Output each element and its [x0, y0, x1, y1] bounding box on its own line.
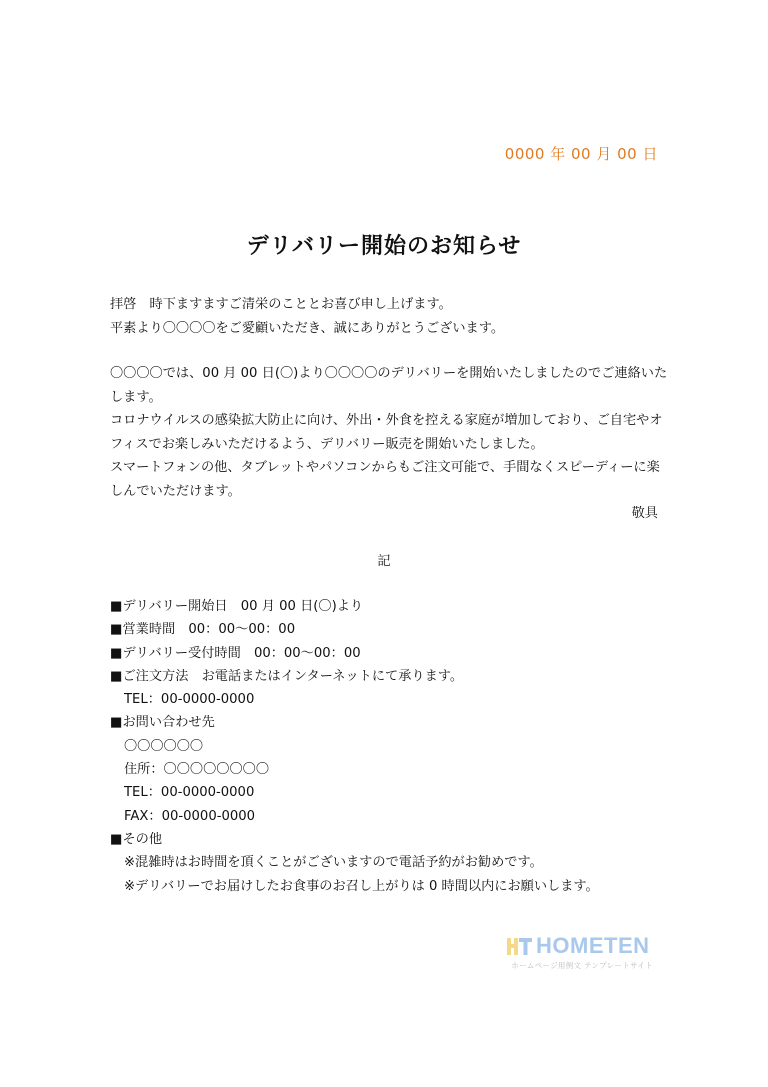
- detail-reception-hours: ■デリバリー受付時間 00：00〜00：00: [110, 645, 361, 661]
- greeting-section: [110, 293, 670, 340]
- logo-tagline: ホームページ用例文 テンプレートサイト: [511, 961, 653, 970]
- detail-other-note: ※混雑時はお時間を頂くことがございますので電話予約がお勧めです。: [124, 855, 543, 871]
- main-paragraph: スマートフォンの他、タブレットやパソコンからもご注文可能で、手間なくスピーディーに楽しんでいただけます。: [110, 460, 660, 499]
- main-paragraph: コロナウイルスの感染拡大防止に向け、外出・外食を控える家庭が増加しており、ご自宅やオフィスでお楽しみいただけるよう、デリバリー販売を開始いたしました。: [110, 413, 663, 452]
- greeting-line: 拝啓 時下ますますご清栄のこととお喜び申し上げます。: [110, 297, 452, 312]
- detail-contact-heading: ■お問い合わせ先: [110, 715, 215, 731]
- detail-order-tel: TEL：00-0000-0000: [124, 692, 255, 708]
- document-date: 0000 年 00 月 00 日: [504, 145, 658, 163]
- main-text-section: [110, 362, 670, 503]
- detail-order-method: ■ご注文方法 お電話またはインターネットにて承ります。: [110, 668, 464, 684]
- detail-other-heading: ■その他: [110, 831, 163, 847]
- hometen-logo-mark-icon: [507, 935, 533, 957]
- detail-start-date: ■デリバリー開始日 00 月 00 日(〇)より: [110, 599, 364, 614]
- details-section: [110, 595, 670, 898]
- detail-contact-name: 〇〇〇〇〇〇: [124, 738, 204, 754]
- hometen-logo: [507, 933, 657, 973]
- main-paragraph: 〇〇〇〇では、00 月 00 日(〇)より〇〇〇〇のデリバリーを開始いたしましたのでご連絡いたします。: [110, 366, 668, 405]
- detail-contact-fax: FAX：00-0000-0000: [124, 808, 256, 824]
- logo-wordmark: HOMETEN: [536, 933, 650, 958]
- closing-word: 敬具: [631, 506, 658, 521]
- detail-contact-address: 住所：〇〇〇〇〇〇〇〇: [124, 762, 270, 778]
- detail-business-hours: ■営業時間 00：00〜00：00: [110, 622, 296, 638]
- detail-contact-tel: TEL：00-0000-0000: [124, 785, 255, 801]
- ki-heading: 記: [377, 554, 391, 569]
- detail-other-note: ※デリバリーでお届けしたお食事のお召し上がりは 0 時間以内にお願いします。: [124, 878, 599, 894]
- document-title: デリバリー開始のお知らせ: [246, 233, 522, 259]
- greeting-line: 平素より〇〇〇〇をご愛顧いただき、誠にありがとうございます。: [110, 320, 505, 336]
